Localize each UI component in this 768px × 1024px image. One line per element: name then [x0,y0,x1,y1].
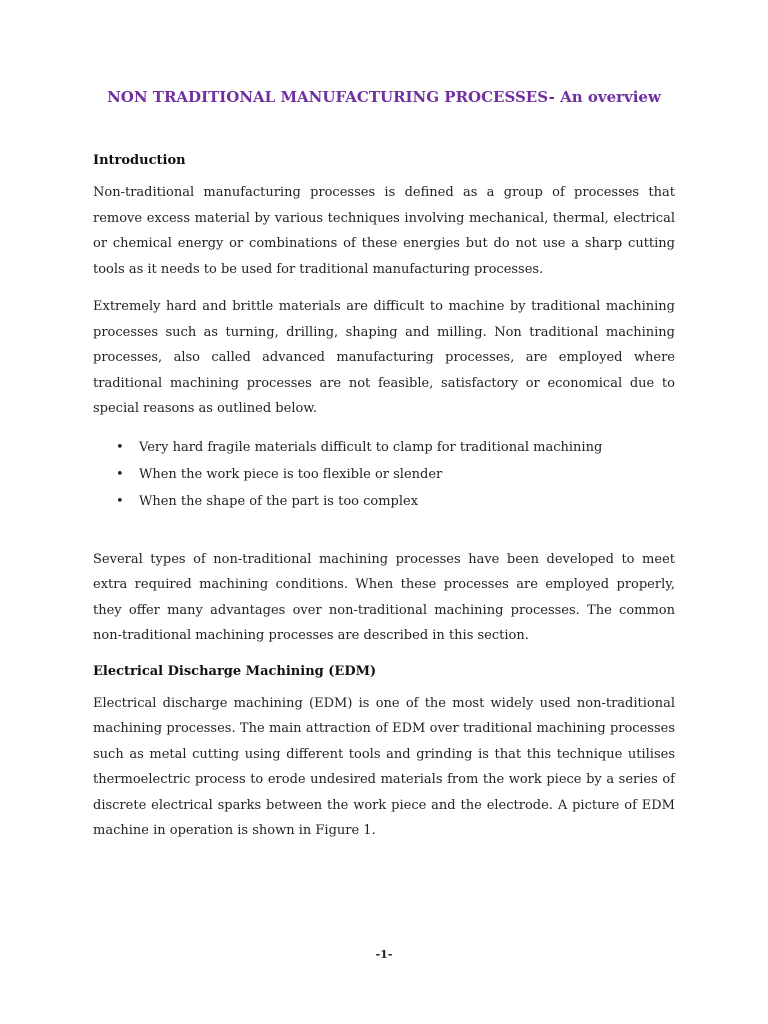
page-title-main: NON TRADITIONAL MANUFACTURING PROCESSES [107,88,549,106]
document-body [93,150,675,856]
introduction-closing-paragraph: Several types of non-traditional machining processes have been developed to meet extra required machining conditions. When these processes are employed properly, they offer many advantages over non-traditional machining processes. The common non-traditional machining processes are described in this section. [93,551,675,643]
edm-paragraph: Electrical discharge machining (EDM) is one of the most widely used non-traditional machining processes. The main attraction of EDM over traditional machining processes such as metal cutting using different tools and grinding is that this technique utilises thermoelectric process to erode undesired materials from the work piece by a series of discrete electrical sparks between the work piece and the electrode. A picture of EDM machine in operation is shown in Figure 1. [93,695,675,838]
list-item [93,461,675,488]
page-title-suffix: - An overview [548,88,661,106]
bullet-icon: • [116,439,124,455]
list-item-text: Very hard fragile materials difficult to clamp for traditional machining [139,439,603,455]
list-item [93,488,675,515]
introduction-heading: Introduction [93,153,186,168]
page-title [0,88,768,106]
list-item [93,434,675,461]
reasons-list [93,434,675,515]
list-item-text: When the shape of the part is too complex [139,493,419,509]
introduction-paragraph-1: Non-traditional manufacturing processes is defined as a group of processes that remove excess material by various techniques involving mechanical, thermal, electrical or chemical energy or combinations of these energies but do not use a sharp cutting tools as it needs to be used for traditional manufacturing processes. [93,185,675,277]
bullet-icon: • [116,466,124,482]
introduction-paragraph-2: Extremely hard and brittle materials are difficult to machine by traditional machining processes such as turning, drilling, shaping and milling. Non traditional machining processes, also called advanced manufacturing processes, are employed where traditional machining processes are not feasible, satisfactory or economical due to special reasons as outlined below. [93,299,675,416]
bullet-icon: • [116,493,124,509]
edm-heading: Electrical Discharge Machining (EDM) [93,663,377,679]
spacer [93,515,675,547]
list-item-text: When the work piece is too flexible or slender [139,466,443,482]
page-number: -1- [375,948,393,961]
